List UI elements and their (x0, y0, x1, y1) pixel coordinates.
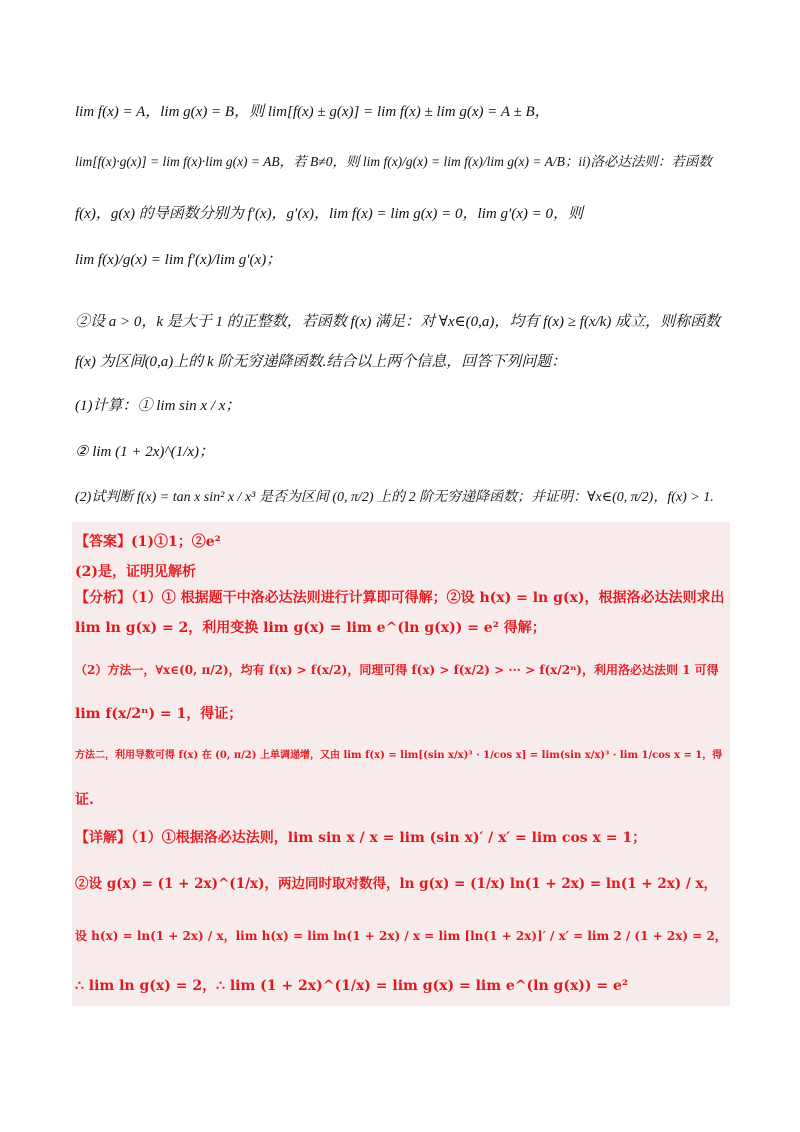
definition-line-1: ②设 a > 0，k 是大于 1 的正整数，若函数 f(x) 满足：对 ∀x∈(0,a)，均有 f(x) ≥ f(x/k) 成立，则称函数 (75, 314, 721, 330)
answer-line-2: (2)是，证明见解析 (75, 564, 196, 580)
intro-line-4: lim f(x)/g(x) = lim f′(x)/lim g′(x)； (75, 252, 282, 268)
analysis-line-6: 证. (75, 792, 94, 808)
question-1a: (1)计算：① lim sin x / x； (75, 398, 241, 414)
question-1b: ② lim (1 + 2x)^(1/x)； (75, 444, 215, 460)
intro-line-3: f(x)，g(x) 的导函数分别为 f′(x)，g′(x)，lim f(x) = lim g(x) = 0，lim g′(x) = 0，则 (75, 206, 584, 222)
analysis-line-3: （2）方法一，∀x∈(0, π/2)，均有 f(x) > f(x/2)，同理可得 f(x) > f(x/2) > ··· > f(x/2ⁿ)，利用洛必达法则 1 可得 (75, 663, 719, 677)
detail-line-2: ②设 g(x) = (1 + 2x)^(1/x)，两边同时取对数得，ln g(x) = (1/x) ln(1 + 2x) = ln(1 + 2x) / x， (75, 876, 718, 892)
analysis-line-1: 【分析】（1）① 根据题干中洛必达法则进行计算即可得解；②设 h(x) = ln g(x)，根据洛必达法则求出 (75, 590, 725, 606)
detail-line-1: 【详解】（1）①根据洛必达法则，lim sin x / x = lim (sin x)′ / x′ = lim cos x = 1； (75, 830, 647, 846)
answer-line-1: 【答案】(1)①1；②e² (75, 534, 221, 550)
intro-line-2: lim[f(x)·g(x)] = lim f(x)·lim g(x) = AB，若 B≠0，则 lim f(x)/g(x) = lim f(x)/lim g(x) = A/B；ii)洛必达法则：若函数 (75, 154, 712, 169)
question-2: (2)试判断 f(x) = tan x sin² x / x³ 是否为区间 (0, π/2) 上的 2 阶无穷递降函数；并证明：∀x∈(0, π/2)，f(x) > 1. (75, 490, 714, 505)
analysis-line-5: 方法二，利用导数可得 f(x) 在 (0, π/2) 上单调递增，又由 lim f(x) = lim[(sin x/x)³ · 1/cos x] = lim(sin x/x)³ · lim 1/cos x = 1，得 (75, 750, 723, 761)
intro-line-1: lim f(x) = A，lim g(x) = B，则 lim[f(x) ± g(x)] = lim f(x) ± lim g(x) = A ± B， (75, 104, 550, 120)
analysis-line-2: lim ln g(x) = 2，利用变换 lim g(x) = lim e^(ln g(x)) = e² 得解； (75, 620, 546, 636)
definition-line-2: f(x) 为区间(0,a)上的 k 阶无穷递降函数.结合以上两个信息，回答下列问题： (75, 354, 567, 370)
detail-line-4: ∴ lim ln g(x) = 2，∴ lim (1 + 2x)^(1/x) = lim g(x) = lim e^(ln g(x)) = e² (75, 978, 629, 994)
detail-line-3: 设 h(x) = ln(1 + 2x) / x，lim h(x) = lim ln(1 + 2x) / x = lim [ln(1 + 2x)]′ / x′ = lim 2 / (1 + 2x) = 2， (75, 929, 727, 943)
analysis-line-4: lim f(x/2ⁿ) = 1，得证； (75, 706, 243, 722)
